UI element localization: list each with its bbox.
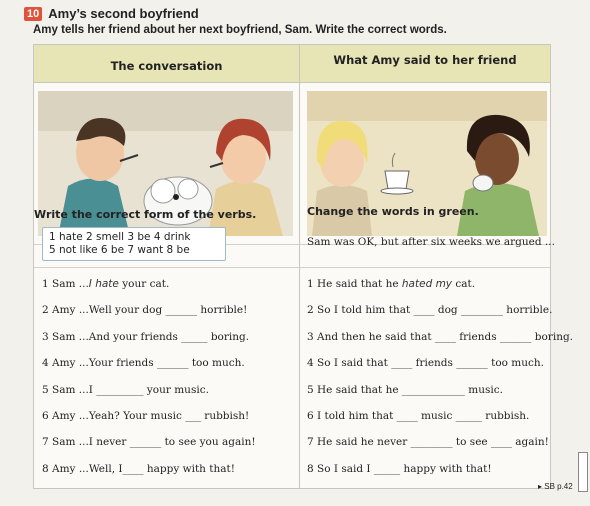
report-prefix: 5 He said that he: [307, 383, 402, 396]
verb-word-box: [42, 227, 226, 261]
report-line: [307, 463, 492, 475]
report-prefix: 8 So I said I: [307, 462, 374, 475]
speaker-prefix: 3 Sam ...: [42, 330, 89, 343]
conversation-line: [42, 410, 249, 422]
exercise-title: [24, 6, 199, 21]
speaker-prefix: 7 Sam ...: [42, 436, 89, 449]
report-line: [307, 304, 552, 316]
header-conversation: The conversation: [110, 59, 223, 73]
line-text: I _________ your music.: [88, 383, 209, 396]
speaker-prefix: 5 Sam ...: [42, 383, 89, 396]
conversation-line: [42, 463, 235, 475]
report-text: ____ music _____ rubbish.: [396, 410, 530, 422]
header-report: What Amy said to her friend: [333, 53, 517, 67]
conversation-line: [42, 357, 245, 369]
conversation-line: [42, 436, 256, 448]
report-text: ________ to see ____ again!: [410, 436, 549, 449]
report-text: ____ friends ______ boring.: [434, 330, 574, 343]
report-line: [307, 410, 529, 422]
line-text: Well your dog ______ horrible!: [88, 304, 248, 317]
row-divider: [34, 267, 550, 268]
line-text: I never ______ to see you again!: [88, 436, 256, 449]
exercise-number: 10: [24, 7, 42, 21]
report-text: ____ dog ________ horrible.: [413, 304, 553, 317]
report-prefix: 3 And then he said that: [307, 330, 435, 343]
speaker-prefix: 1 Sam ...: [42, 278, 89, 290]
report-line: [307, 278, 475, 290]
right-task-label: Change the words in green.: [307, 205, 479, 218]
page-tab: [578, 452, 588, 492]
conversation-line: [42, 384, 209, 396]
report-prefix: 4 So I said that: [307, 357, 392, 370]
line-text: Yeah? Your music ___ rubbish!: [88, 410, 250, 422]
answer-input[interactable]: hated my: [401, 278, 453, 290]
conversation-line: [42, 278, 169, 290]
report-text: ____ friends ______ too much.: [391, 357, 544, 370]
table-header: [34, 45, 550, 83]
report-line: [307, 357, 544, 369]
instruction: Amy tells her friend about her next boyfriend, Sam. Write the correct words.: [33, 24, 447, 36]
report-line: [307, 331, 573, 343]
word-box-row-1: 1 hate 2 smell 3 be 4 drink: [49, 231, 191, 243]
word-box-row-2: 5 not like 6 be 7 want 8 be: [49, 244, 190, 256]
speaker-prefix: 8 Amy ...: [42, 462, 89, 475]
page-reference: ▸ SB p.42: [538, 482, 573, 491]
line-text: Your friends ______ too much.: [88, 357, 245, 370]
speaker-prefix: 4 Amy ...: [42, 357, 89, 370]
conversation-line: [42, 304, 247, 316]
report-prefix: 1 He said that he: [307, 278, 402, 290]
report-text: _____ happy with that!: [373, 462, 492, 475]
report-text: ____________ music.: [401, 383, 503, 396]
report-prefix: 6 I told him that: [307, 410, 397, 422]
report-line: [307, 384, 503, 396]
speaker-prefix: 2 Amy ...: [42, 304, 89, 317]
left-task-label: Write the correct form of the verbs.: [34, 208, 257, 221]
line-text: Well, I____ happy with that!: [88, 462, 235, 475]
exercise-title-text: Amy’s second boyfriend: [48, 6, 199, 21]
speaker-prefix: 6 Amy ...: [42, 410, 89, 422]
report-line: [307, 436, 549, 448]
report-prefix: 7 He said he never: [307, 436, 411, 449]
sample-sentence: Sam was OK, but after six weeks we argued ...: [307, 236, 555, 248]
report-prefix: 2 So I told him that: [307, 304, 414, 317]
line-text: And your friends _____ boring.: [88, 330, 250, 343]
answer-input[interactable]: I hate: [88, 278, 119, 290]
conversation-line: [42, 331, 249, 343]
report-text: cat.: [452, 278, 476, 290]
line-text: your cat.: [118, 278, 170, 290]
